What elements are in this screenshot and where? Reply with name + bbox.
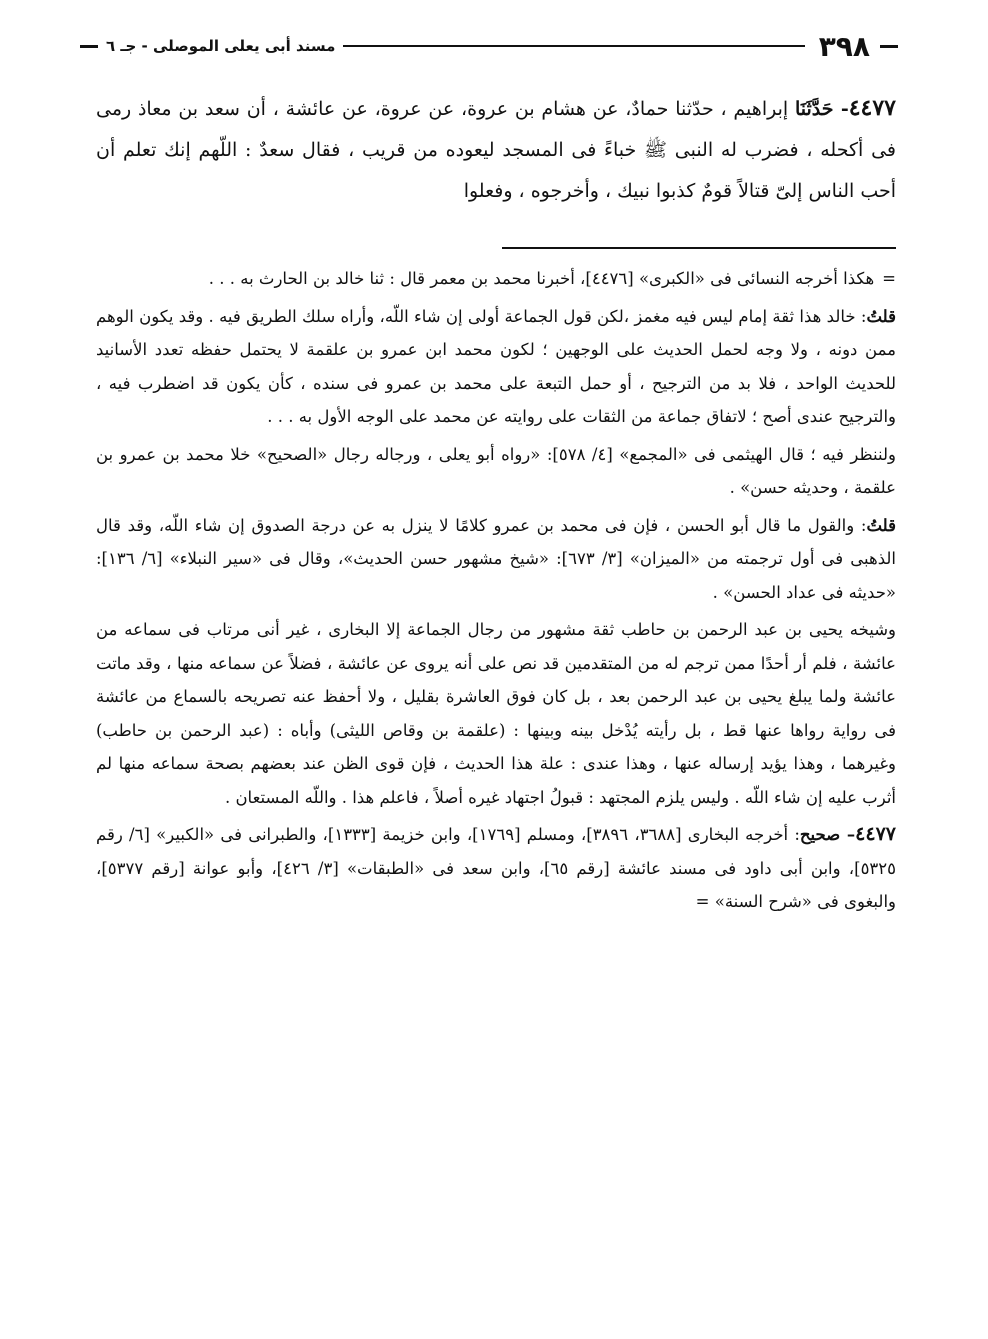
page-number: ٣٩٨ bbox=[818, 29, 870, 63]
note-paragraph-1: =هكذا أخرجه النسائى فى «الكبرى» [٤٤٧٦]، أخبرنا محمد بن معمر قال : ثنا خالد بن الحارث به . . . bbox=[208, 269, 896, 288]
grade-label: صحيح bbox=[799, 825, 841, 844]
hadith-body: إبراهيم ، حدّثنا حمادٌ، عن هشام بن عروة، عن عروة، عن عائشة ، أن سعد بن معاذ رمى فى أكحله ، فضرب له النبى ﷺ خباءً فى المسجد ليعوده من قريب ، فقال سعدٌ : اللّهم إنك تعلم أن أحب الناس إلىّ قتالاً قومٌ كذبوا نبيك ، وأخرجوه ، وفعلوا bbox=[96, 98, 896, 202]
footnote-separator bbox=[502, 247, 896, 249]
hadith-lead: حَدَّثَنَا bbox=[794, 98, 834, 120]
header-dash-left bbox=[80, 45, 98, 48]
continuation-marker: = bbox=[882, 269, 896, 288]
hadith-paragraph: ٤٤٧٧- حَدَّثَنَا إبراهيم ، حدّثنا حمادٌ، عن هشام بن عروة، عن عروة، عن عائشة ، أن سعد بن معاذ رمى فى أكحله ، فضرب له النبى ﷺ خباءً فى المسجد ليعوده من قريب ، فقال سعدٌ : اللّهم إنك تعلم أن أحب الناس إلىّ قتالاً قومٌ كذبوا نبيك ، وأخرجوه ، وفعلوا bbox=[96, 95, 896, 202]
note-paragraph-5: وشيخه يحيى بن عبد الرحمن بن حاطب ثقة مشهور من رجال الجماعة إلا البخارى ، غير أنى مرتاب فى سماعه من عائشة ، فلم أر أحدًا ممن ترجم له من المتقدمين قد نص على أنه يروى عن عائشة ، فضلاً عن سماعه منها ، وقد ماتت عائشة ولما يبلغ يحيى بن عبد الرحمن بعد ، بل كان فوق العاشرة بقليل ، ولا أحفظ عنه تصريحه بالسماع من عائشة فى رواية رواها عنها قط ، بل رأيته يُدْخل بينه وبينها : (علقمة بن وقاص الليثى) وأباه : (عبد الرحمن بن حاطب) وغيرهما ، وهذا يؤيد إرساله عنها ، وهذا عندى : علة هذا الحديث ، فإن قوى الظن عند بعضهم بصحة سماعه منها لم أثرب عليه إن شاء اللّه . وليس يلزم المجتهد : قبولُ اجتهاد غيره أصلاً ، فاعلم هذا . واللّه المستعان . bbox=[96, 620, 896, 807]
footnote-number: ٤٤٧٧ bbox=[855, 823, 896, 845]
hadith-number: ٤٤٧٧ bbox=[848, 95, 896, 121]
note-paragraph-6: ٤٤٧٧– صحيح: أخرجه البخارى [٣٦٨٨، ٣٨٩٦]، ومسلم [١٧٦٩]، وابن خزيمة [١٣٣٣]، والطبرانى فى «الكبير» [٦/ رقم ٥٣٢٥]، وابن أبى داود فى مسند عائشة [رقم ٦٥]، وابن سعد فى «الطبقات» [٣/ ٤٢٦]، وأبو عوانة [رقم ٥٣٧٧]، والبغوى فى «شرح السنة» = bbox=[96, 823, 897, 911]
note-paragraph-4: قلتُ: والقول ما قال أبو الحسن ، فإن فى محمد بن عمرو كلامًا لا ينزل به عن درجة الصدوق إن شاء اللّه، وقد قال الذهبى فى أول ترجمته من «الميزان» [٣/ ٦٧٣]: «شيخ مشهور حسن الحديث»، وقال فى «سير النبلاء» [٦/ ١٣٦]: «حديثه فى عداد الحسن» . bbox=[96, 515, 896, 602]
footnotes bbox=[96, 262, 896, 923]
note-paragraph-2: قلتُ: خالد هذا ثقة إمام ليس فيه مغمز ،لكن قول الجماعة أولى إن شاء اللّه، وأراه سلك الطريق فيه . وقد يكون الوهم ممن دونه ، ولا وجه لحمل الحديث على الوجهين ؛ لكون محمد ابن عمرو بن علقمة لا يحتمل حفظه تعدد الأسانيد للحديث الواحد ، فلا بد من الترجيح ، أو حمل التبعة على محمد بن عمرو فى سنده ، كأن يكون قد اضطرب فيه ، والترجيح عندى أصح ؛ لاتفاق جماعة من الثقات على روايته عن محمد على الوجه الأول به . . . bbox=[96, 306, 896, 426]
book-title: مسند أبى يعلى الموصلى - جـ ٦ bbox=[106, 37, 336, 55]
note-paragraph-3: ولننظر فيه ؛ قال الهيثمى فى «المجمع» [٤/ ٥٧٨]: «رواه أبو يعلى ، ورجاله رجال «الصحيح» خلا محمد بن عمرو بن علقمة ، وحديثه حسن» . bbox=[96, 444, 896, 497]
continuation-marker: = bbox=[695, 892, 710, 911]
page-header bbox=[80, 26, 898, 66]
hadith-text bbox=[96, 88, 896, 212]
qultu-label: قلتُ bbox=[866, 515, 896, 535]
qultu-label: قلتُ bbox=[866, 306, 896, 326]
header-rule bbox=[343, 45, 804, 47]
header-dash-right bbox=[880, 45, 898, 48]
